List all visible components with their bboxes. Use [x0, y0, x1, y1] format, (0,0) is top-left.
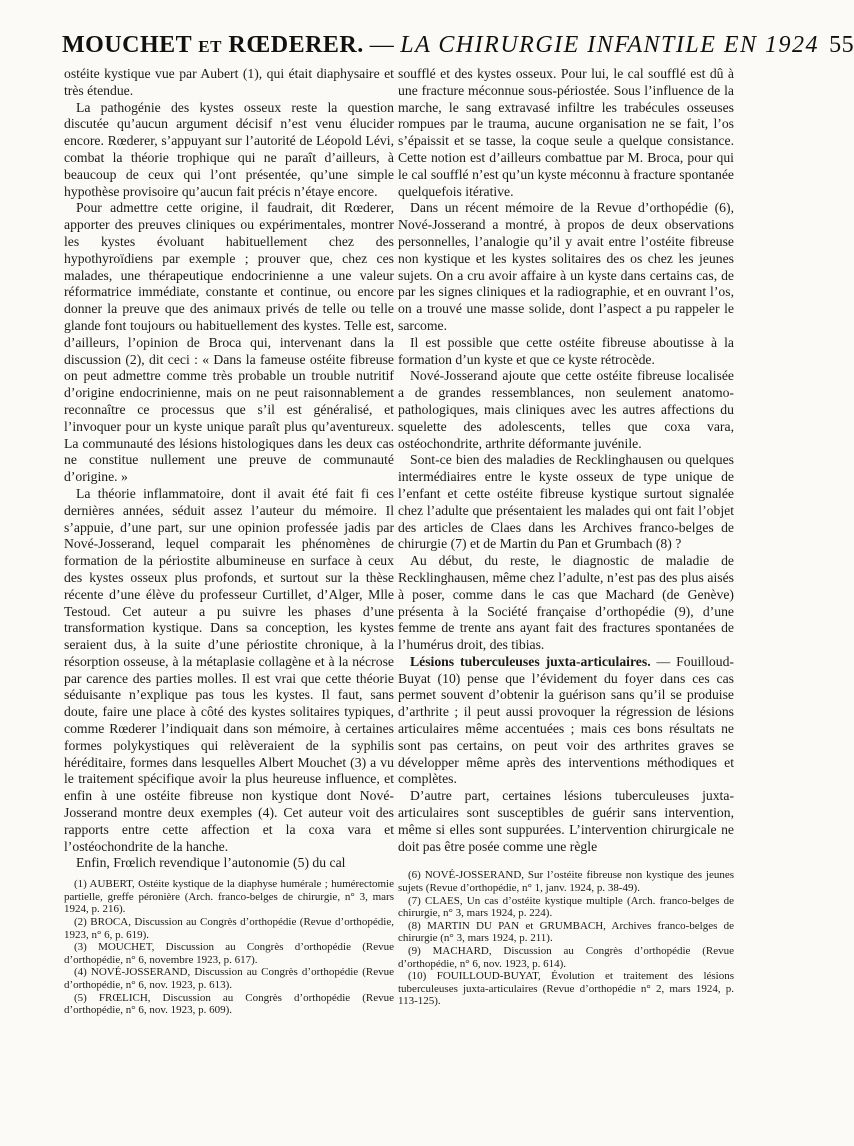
right-column: [398, 66, 734, 1008]
footnote: (4) NOVÉ-JOSSERAND, Discussion au Congrès d’orthopédie (Revue d’orthopédie, n° 6, nov. 1923, p. 613).: [64, 966, 394, 991]
page-number: 55: [829, 32, 854, 58]
footnote: (9) MACHARD, Discussion au Congrès d’orthopédie (Revue d’orthopédie, n° 6, nov. 1923, p. 614).: [398, 945, 734, 970]
paragraph: ostéite kystique vue par Aubert (1), qui était diaphysaire et très étendue.: [64, 66, 394, 98]
paragraph: Pour admettre cette origine, il faudrait, dit Rœderer, apporter des preuves cliniques ou expérimentales, montrer les kystes évoluant habituellement chez des hypothyroïdiens par exemple ; prouver que, chez ces malades, une thérapeutique endocrinienne a une valeur réformatrice immédiate, constante et continue, ou encore donner la preuve que des animaux privés de telle ou telle glande font toujours ou habituellement des kystes. Telle est, d’ailleurs, l’opinion de Broca qui, intervenant dans la discussion (2), dit ceci : « Dans la fameuse ostéite fibreuse on peut admettre comme très probable un trouble nutritif d’origine endocrinienne, mais on ne peut raisonnablement reconnaître ce processus que s’il est généralisé, et l’invoquer pour un kyste unique paraît plus qu’aventureux. La communauté des lésions histologiques dans les deux cas ne constitue nullement une preuve de communauté d’origine. »: [64, 200, 394, 485]
footnote: (1) AUBERT, Ostéite kystique de la diaphyse humérale ; humérectomie partielle, greffe péronière (Arch. franco-belges de chirurgie, n° 3, mars 1924, p. 216).: [64, 878, 394, 916]
paragraph: soufflé et des kystes osseux. Pour lui, le cal soufflé est dû à une fracture méconnue sous-périostée. Sous l’influence de la marche, le sang extravasé infiltre les trabécules osseuses rompues par le trauma, aucune organisation ne se fait, l’os s’épaissit et se tasse, la coque seule a quelque consistance. Cette notion est d’ailleurs combattue par M. Broca, pour qui le cal soufflé n’est qu’un kyste méconnu à fracture spontanée quelquefois itérative.: [398, 66, 734, 199]
footnote: (2) BROCA, Discussion au Congrès d’orthopédie (Revue d’orthopédie, 1923, n° 6, p. 619).: [64, 916, 394, 941]
paragraph: La pathogénie des kystes osseux reste la question discutée qu’aucun argument décisif n’est venu élucider encore. Rœderer, s’appuyant sur l’autorité de Léopold Lévi, combat la théorie trophique qui ne paraît d’ailleurs, à beaucoup de ceux qui l’ont présentée, qu’une simple hypothèse provisoire qu’aucun fait précis n’étaye encore.: [64, 99, 394, 199]
paragraph: Nové-Josserand ajoute que cette ostéite fibreuse localisée a de grandes ressemblances, non seulement anatomo-pathologiques, mais cliniques avec les autres affections du squelette des adolescents, telles que coxa vara, ostéochondrite, arthrite déformante juvénile.: [398, 368, 734, 451]
footnote: (3) MOUCHET, Discussion au Congrès d’orthopédie (Revue d’orthopédie, n° 6, novembre 1923, p. 617).: [64, 941, 394, 966]
section-heading-paragraph: Lésions tuberculeuses juxta-articulaires. — Fouilloud-Buyat (10) pense que l’évidement du foyer dans ces cas permet souvent d’obtenir la guérison sans qu’il se produise d’arthrite ; il peut aussi provoquer la régression de lésions articulaires même accentuées ; mais ces bons résultats ne sont pas certains, on peut voir des arthrites graves se développer même après des interventions méthodiques et complètes.: [398, 653, 734, 787]
header-journal-title: LA CHIRURGIE INFANTILE EN 1924: [400, 32, 820, 58]
paragraph: Au début, du reste, le diagnostic de maladie de Recklinghausen, même chez l’adulte, n’est pas des plus aisés à poser, comme dans le cas que Machard (de Genève) présenta à la Société française d’orthopédie (9), d’une femme de trente ans ayant fait des fractures spontanées de l’humérus droit, des tibias.: [398, 553, 734, 653]
left-body-text: [64, 66, 394, 872]
footnote: (6) NOVÉ-JOSSERAND, Sur l’ostéite fibreuse non kystique des jeunes sujets (Revue d’orthopédie, n° 1, janv. 1924, p. 38-49).: [398, 869, 734, 895]
right-body-text: [398, 66, 734, 855]
header-authors: MOUCHET et RŒDERER.: [62, 32, 364, 58]
paragraph: La théorie inflammatoire, dont il avait été fait fi ces dernières années, séduit assez l’auteur du mémoire. Il s’appuie, d’une part, sur une opinion professée jadis par Nové-Josserand, lequel comparait les phénomènes de formation de la périostite albumineuse en surface à ceux des kystes osseux plus profonds, et surtout sur la thèse récente d’une élève du professeur Curtillet, d’Alger, Mlle Testoud. Cet auteur a pu suivre les phases d’une transformation kystique. Dans sa conception, les kystes seraient dus, à la suite d’une périostite chronique, à la résorption osseuse, à la métaplasie collagène et à la nécrose par carence des parties molles. Il est vrai que cette théorie séduisante n’explique pas tous les kystes. Il faut, sans doute, faire une place à côté des kystes solitaires typiques, comme Rœderer l’indiquait dans son mémoire, à certaines formes polykystiques qui relèveraient de la syphilis héréditaire, formes dans lesquelles Albert Mouchet (3) a vu le traitement spécifique avoir la plus heureuse influence, et enfin à une ostéite fibreuse non kystique dont Nové-Josserand montre deux exemples (4). Cet auteur voit des rapports entre cette affection et la coxa vara et l’ostéochondrite de la hanche.: [64, 485, 394, 854]
running-header: [62, 32, 854, 59]
footnote: (8) MARTIN DU PAN et GRUMBACH, Archives franco-belges de chirurgie (n° 3, mars 1924, p. 211).: [398, 919, 734, 945]
section-heading: Lésions tuberculeuses juxta-articulaires.: [410, 653, 651, 669]
footnote: (5) FRŒLICH, Discussion au Congrès d’orthopédie (Revue d’orthopédie, n° 6, nov. 1923, p. 609).: [64, 991, 394, 1017]
paragraph: Dans un récent mémoire de la Revue d’orthopédie (6), Nové-Josserand a montré, à propos de deux observations personnelles, l’analogie qu’il y avait entre l’ostéite fibreuse non kystique et les kystes solitaires des os chez les jeunes sujets. On a cru avoir affaire à un kyste dans certains cas, de par les signes cliniques et la radiographie, et en ouvrant l’os, on a trouvé une masse solide, dont l’aspect a pu rappeler le sarcome.: [398, 200, 734, 333]
footnote: (10) FOUILLOUD-BUYAT, Évolution et traitement des lésions tuberculeuses juxta-articulaires (Revue d’orthopédie n° 2, mars 1924, p. 113-125).: [398, 970, 734, 1008]
left-column: [64, 66, 394, 1017]
left-footnotes: [64, 878, 394, 1017]
header-dash: —: [369, 32, 395, 58]
paragraph: D’autre part, certaines lésions tuberculeuses juxta-articulaires sont susceptibles de guérir sans intervention, même si elles sont suppurées. L’intervention chirurgicale ne doit pas être posée comme une règle: [398, 788, 734, 854]
paragraph: Enfin, Frœlich revendique l’autonomie (5) du cal: [76, 855, 346, 871]
paragraph: Sont-ce bien des maladies de Recklinghausen ou quelques intermédiaires entre le kyste osseux de type unique de l’enfant et cette ostéite fibreuse kystique surtout signalée chez l’adulte que présentaient les malades qui ont fait l’objet des articles de Claes dans les Archives franco-belges de chirurgie (7) et de Martin du Pan et Grumbach (8) ?: [398, 452, 734, 552]
right-footnotes: [398, 869, 734, 1008]
footnote: (7) CLAES, Un cas d’ostéite kystique multiple (Arch. franco-belges de chirurgie, n° 3, mars 1924, p. 224).: [398, 894, 734, 920]
paragraph: Il est possible que cette ostéite fibreuse aboutisse à la formation d’un kyste et que ce kyste rétrocède.: [398, 334, 734, 367]
